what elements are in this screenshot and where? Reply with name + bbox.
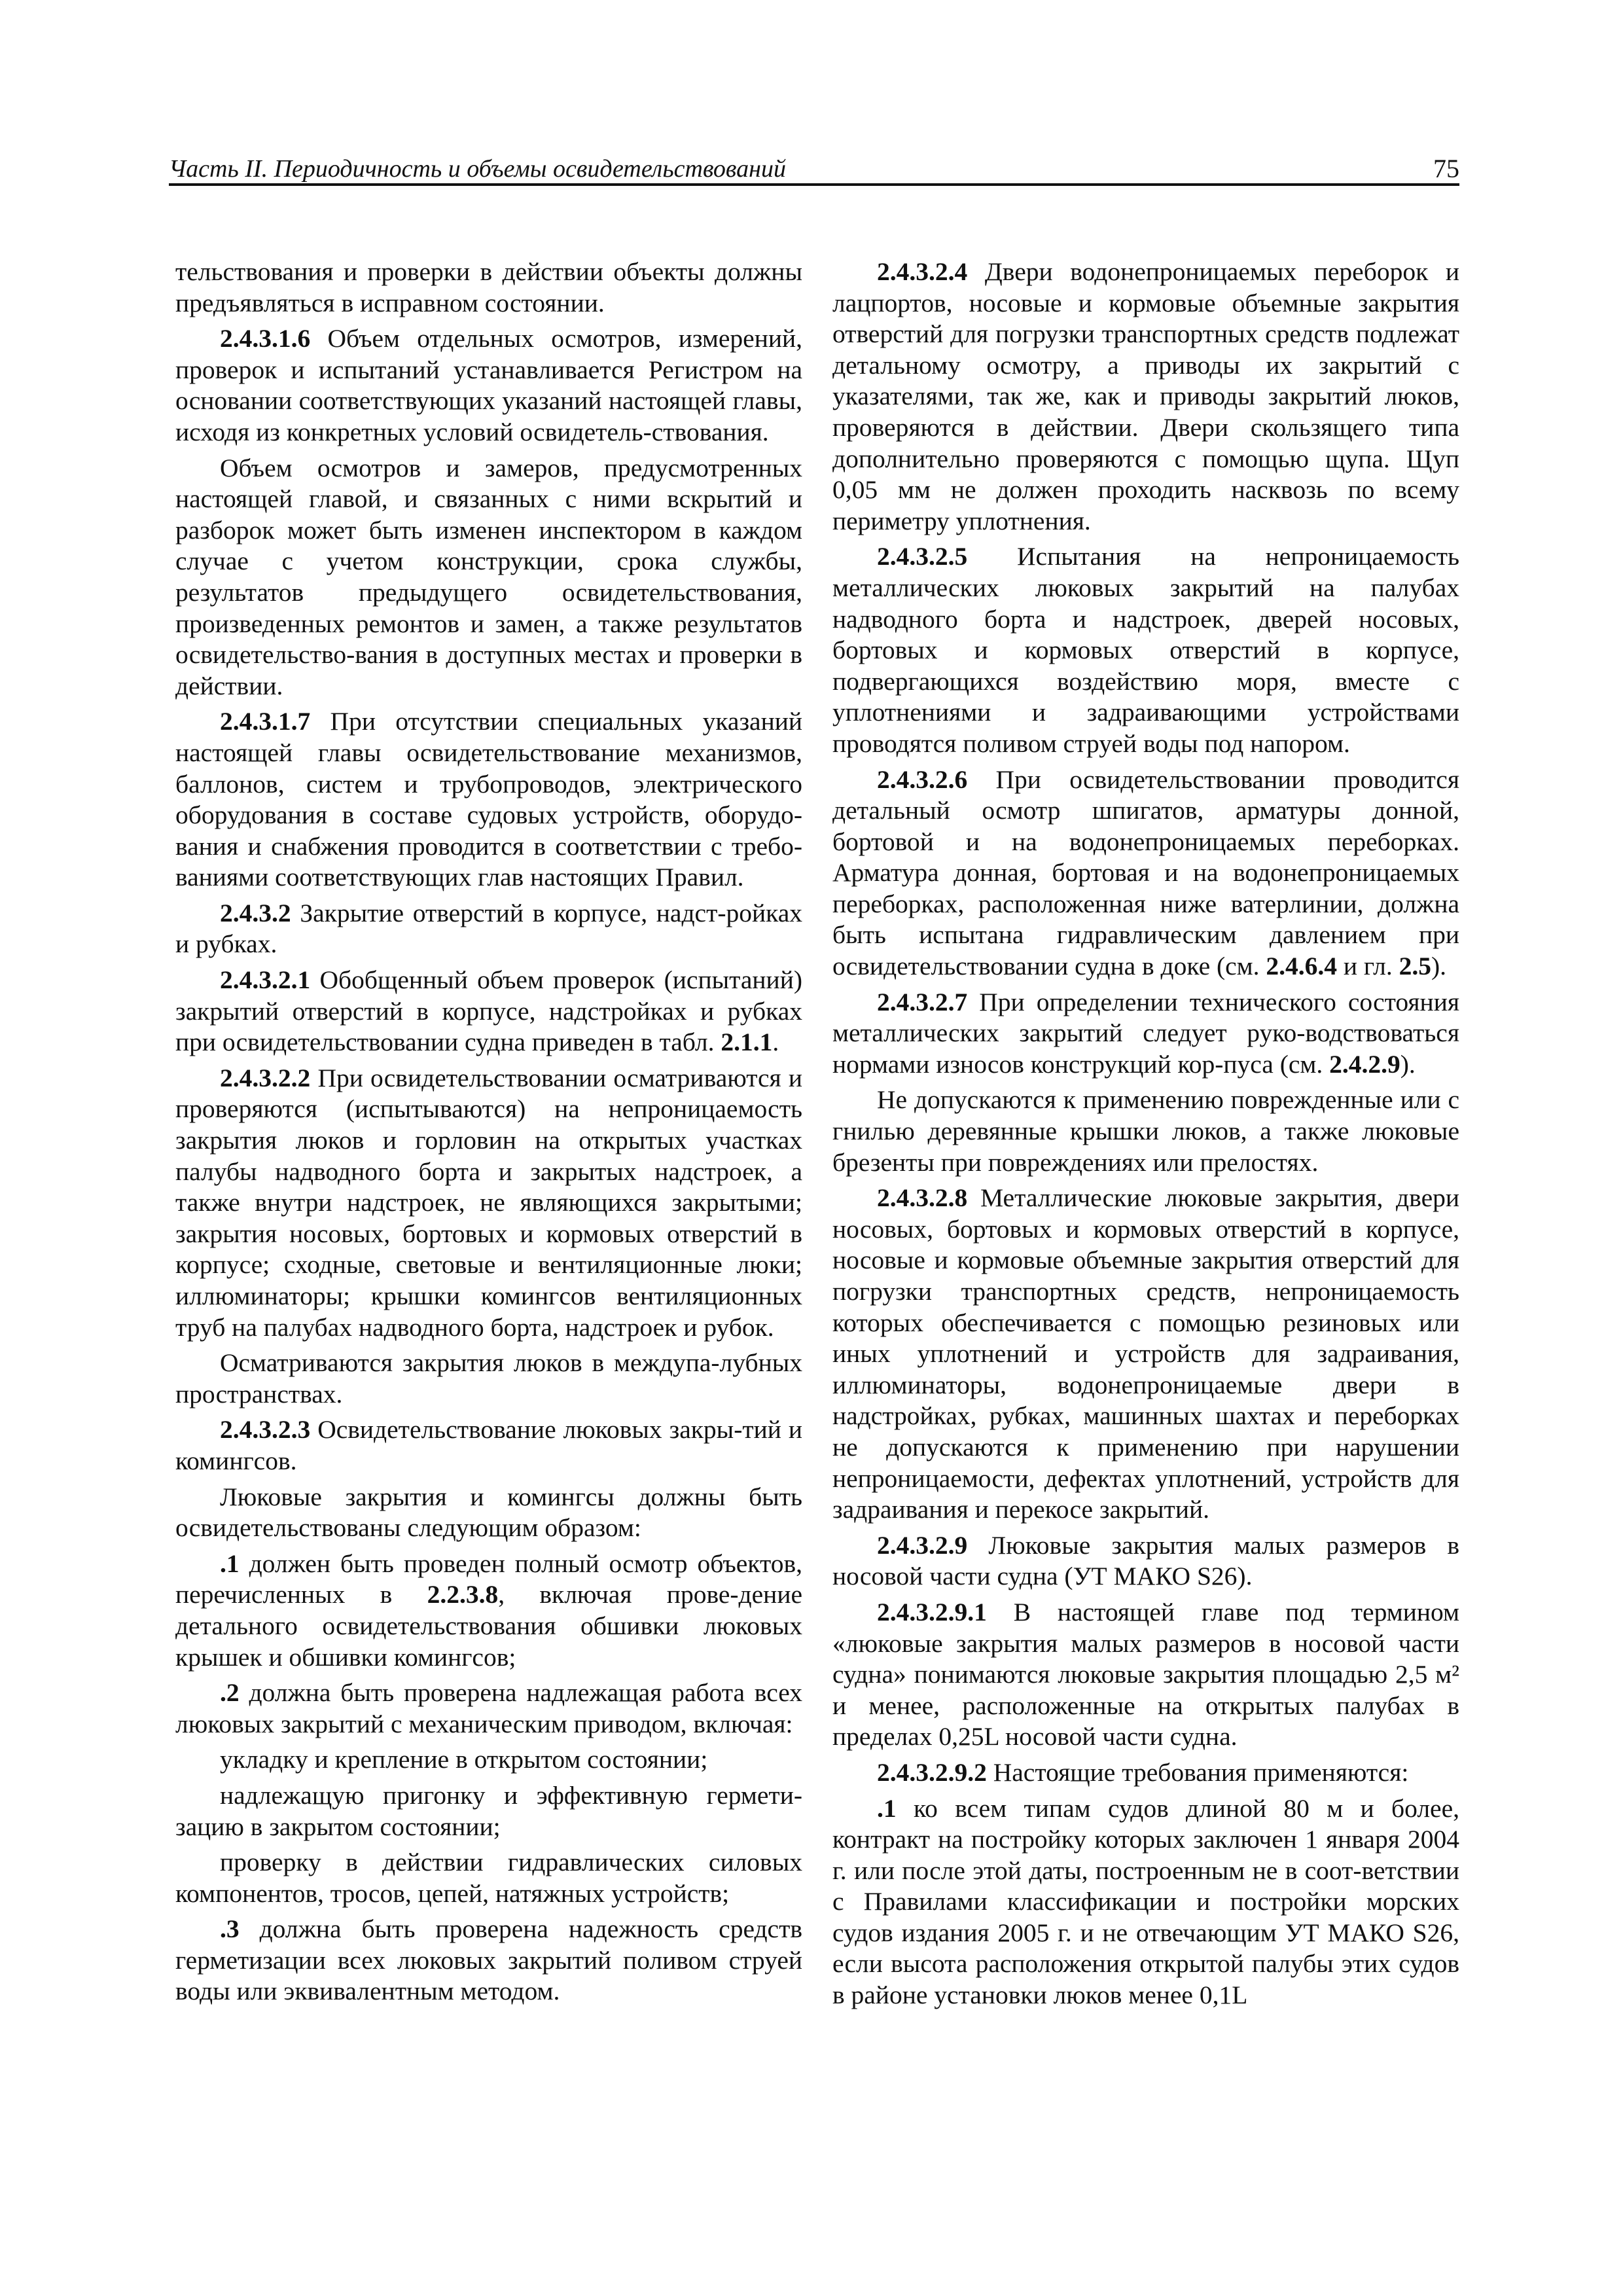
- section-number: 2.4.3.1.7: [220, 707, 311, 736]
- paragraph: 2.4.3.2.9 Люковые закрытия малых размеров в носовой части судна (УТ МАКО S26).: [832, 1530, 1459, 1591]
- paragraph: укладку и крепление в открытом состоянии;: [220, 1745, 708, 1774]
- paragraph: тельствования и проверки в действии объекты должны предъявляться в исправном состоянии.: [175, 257, 802, 317]
- cross-reference: 2.1.1: [721, 1028, 773, 1057]
- paragraph: 2.4.3.2.9.2 Настоящие требования применяются:: [877, 1757, 1409, 1787]
- list-item: .1 должен быть проведен полный осмотр объектов, перечисленных в 2.2.3.8, включая прове-дение детального освидетельствования обшивки люковых крышек и обшивки комингсов;: [175, 1549, 802, 1672]
- section-number: 2.4.3.2.2: [220, 1063, 311, 1092]
- section-number: 2.4.3.2.7: [877, 987, 968, 1016]
- paragraph: 2.4.3.2.5 Испытания на непроницаемость металлических люковых закрытий на палубах надводного борта и надстроек, дверей носовых, бортовых и кормовых отверстий в корпусе, подвергающихся воздействию моря, вместе с уплотнениями и задраивающими устройствами проводятся поливом струей воды под напором.: [832, 542, 1459, 758]
- list-item: .1 ко всем типам судов длиной 80 м и более, контракт на постройку которых заключен 1 января 2004 г. или после этой даты, построенным не в соот-ветствии с Правилами классификации и постройки морских судов издания 2005 г. и не отвечающим УТ МАКО S26, если высота расположения открытой палубы этих судов в районе установки люков менее 0,1L: [832, 1793, 1459, 2010]
- section-number: 2.4.3.2.4: [877, 257, 968, 286]
- section-number: 2.4.3.2.3: [220, 1415, 311, 1444]
- cross-reference: 2.4.6.4: [1266, 952, 1338, 981]
- cross-reference: 2.4.2.9: [1329, 1049, 1400, 1079]
- right-column: [832, 257, 1459, 2016]
- paragraph: 2.4.3.1.7 При отсутствии специальных указаний настоящей главы освидетельствование механизмов, баллонов, систем и трубопроводов, электрического оборудования в составе судовых устройств, оборудо-вания и снабжения проводится в соответствии с требо-ваниями соответствующих глав настоящих Правил.: [175, 707, 802, 892]
- paragraph: 2.4.3.2.1 Обобщенный объем проверок (испытаний) закрытий отверстий в корпусе, надстройках и рубках при освидетельствовании судна приведен в табл. 2.1.1.: [175, 965, 802, 1057]
- list-item: .2 должна быть проверена надлежащая работа всех люковых закрытий с механическим приводом, включая:: [175, 1678, 802, 1738]
- paragraph: надлежащую пригонку и эффективную гермети-зацию в закрытом состоянии;: [175, 1780, 802, 1841]
- section-number: 2.4.3.2.9: [877, 1530, 968, 1560]
- paragraph: 2.4.3.2.2 При освидетельствовании осматриваются и проверяются (испытываются) на непроницаемость закрытия люков и горловин на открытых участках палубы надводного борта и закрытых надстроек, а также внутри надстроек, не являющихся закрытыми; закрытия носовых, бортовых и кормовых отверстий в корпусе; сходные, световые и вентиляционные люки; иллюминаторы; крышки комингсов вентиляционных труб на палубах надводного борта, надстроек и рубок.: [175, 1063, 802, 1342]
- page-number: 75: [1433, 154, 1459, 183]
- paragraph: Не допускаются к применению поврежденные или с гнилью деревянные крышки люков, а также люковые брезенты при повреждениях или прелостях.: [832, 1085, 1459, 1177]
- paragraph: 2.4.3.2 Закрытие отверстий в корпусе, надст-ройках и рубках.: [175, 898, 802, 959]
- section-number: 2.4.3.2.5: [877, 542, 968, 571]
- section-number: 2.4.3.2.8: [877, 1183, 968, 1213]
- list-item: .3 должна быть проверена надежность средств герметизации всех люковых закрытий поливом струей воды или эквивалентным методом.: [175, 1914, 802, 2006]
- item-number: .3: [220, 1914, 240, 1944]
- paragraph: 2.4.3.1.6 Объем отдельных осмотров, измерений, проверок и испытаний устанавливается Регистром на основании соответствующих указаний настоящей главы, исходя из конкретных условий освидетель-ствования.: [175, 324, 802, 446]
- paragraph: 2.4.3.2.4 Двери водонепроницаемых переборок и лацпортов, носовые и кормовые объемные закрытия отверстий для погрузки транспортных средств подлежат детальному осмотру, а приводы их закрытий с указателями, так же, как и приводы закрытий люков, проверяются в действии. Двери скользящего типа дополнительно проверяются с помощью щупа. Щуп 0,05 мм не должен проходить насквозь по всему периметру уплотнения.: [832, 257, 1459, 535]
- running-title: Часть II. Периодичность и объемы освидетельствований: [169, 155, 787, 183]
- paragraph: 2.4.3.2.9.1 В настоящей главе под термином «люковые закрытия малых размеров в носовой части судна» понимаются люковые закрытия площадью 2,5 м² и менее, расположенные на открытых палубах в пределах 0,25L носовой части судна.: [832, 1597, 1459, 1751]
- paragraph: 2.4.3.2.8 Металлические люковые закрытия, двери носовых, бортовых и кормовых отверстий в корпусе, носовые и кормовые объемные закрытия отверстий для погрузки транспортных средств, непроницаемость которых обеспечивается с помощью резиновых или иных уплотнений и устройств для задраивания, иллюминаторы, водонепроницаемые двери в надстройках, рубках, машинных шахтах и переборках не допускаются к применению при нарушении непроницаемости, дефектах уплотнений, устройств для задраивания и перекосе закрытий.: [832, 1183, 1459, 1524]
- item-number: .1: [220, 1549, 240, 1578]
- section-number: 2.4.3.2.6: [877, 764, 968, 794]
- cross-reference: 2.2.3.8: [427, 1580, 499, 1609]
- paragraph: 2.4.3.2.3 Освидетельствование люковых закры-тий и комингсов.: [175, 1415, 802, 1475]
- section-number: 2.4.3.2: [220, 898, 291, 927]
- paragraph: Люковые закрытия и комингсы должны быть освидетельствованы следующим образом:: [175, 1482, 802, 1543]
- section-number: 2.4.3.2.9.2: [877, 1757, 987, 1787]
- cross-reference: 2.5: [1399, 952, 1431, 981]
- section-number: 2.4.3.2.9.1: [877, 1597, 987, 1626]
- section-number: 2.4.3.1.6: [220, 324, 311, 353]
- paragraph: 2.4.3.2.7 При определении технического состояния металлических закрытий следует руко-водствоваться нормами износов конструкций кор-пуса (см. 2.4.2.9).: [832, 987, 1459, 1079]
- paragraph: 2.4.3.2.6 При освидетельствовании проводится детальный осмотр шпигатов, арматуры донной, бортовой и на водонепроницаемых переборках. Арматура донная, бортовая и на водонепроницаемых переборках, расположенная ниже ватерлинии, должна быть испытана гидравлическим давлением при освидетельствовании судна в доке (см. 2.4.6.4 и гл. 2.5).: [832, 764, 1459, 981]
- page-header: [169, 143, 1459, 186]
- paragraph: Осматриваются закрытия люков в междупа-лубных пространствах.: [175, 1348, 802, 1408]
- left-column: [175, 257, 802, 2012]
- paragraph: Объем осмотров и замеров, предусмотренных настоящей главой, и связанных с ними вскрытий и разборок может быть изменен инспектором в каждом случае с учетом конструкции, срока службы, результатов предыдущего освидетельствования, произведенных ремонтов и замен, а также результатов освидетельство-вания в доступных местах и проверки в действии.: [175, 453, 802, 700]
- item-number: .2: [220, 1678, 240, 1708]
- item-number: .1: [877, 1793, 897, 1823]
- section-number: 2.4.3.2.1: [220, 965, 311, 995]
- paragraph: проверку в действии гидравлических силовых компонентов, тросов, цепей, натяжных устройств;: [175, 1848, 802, 1908]
